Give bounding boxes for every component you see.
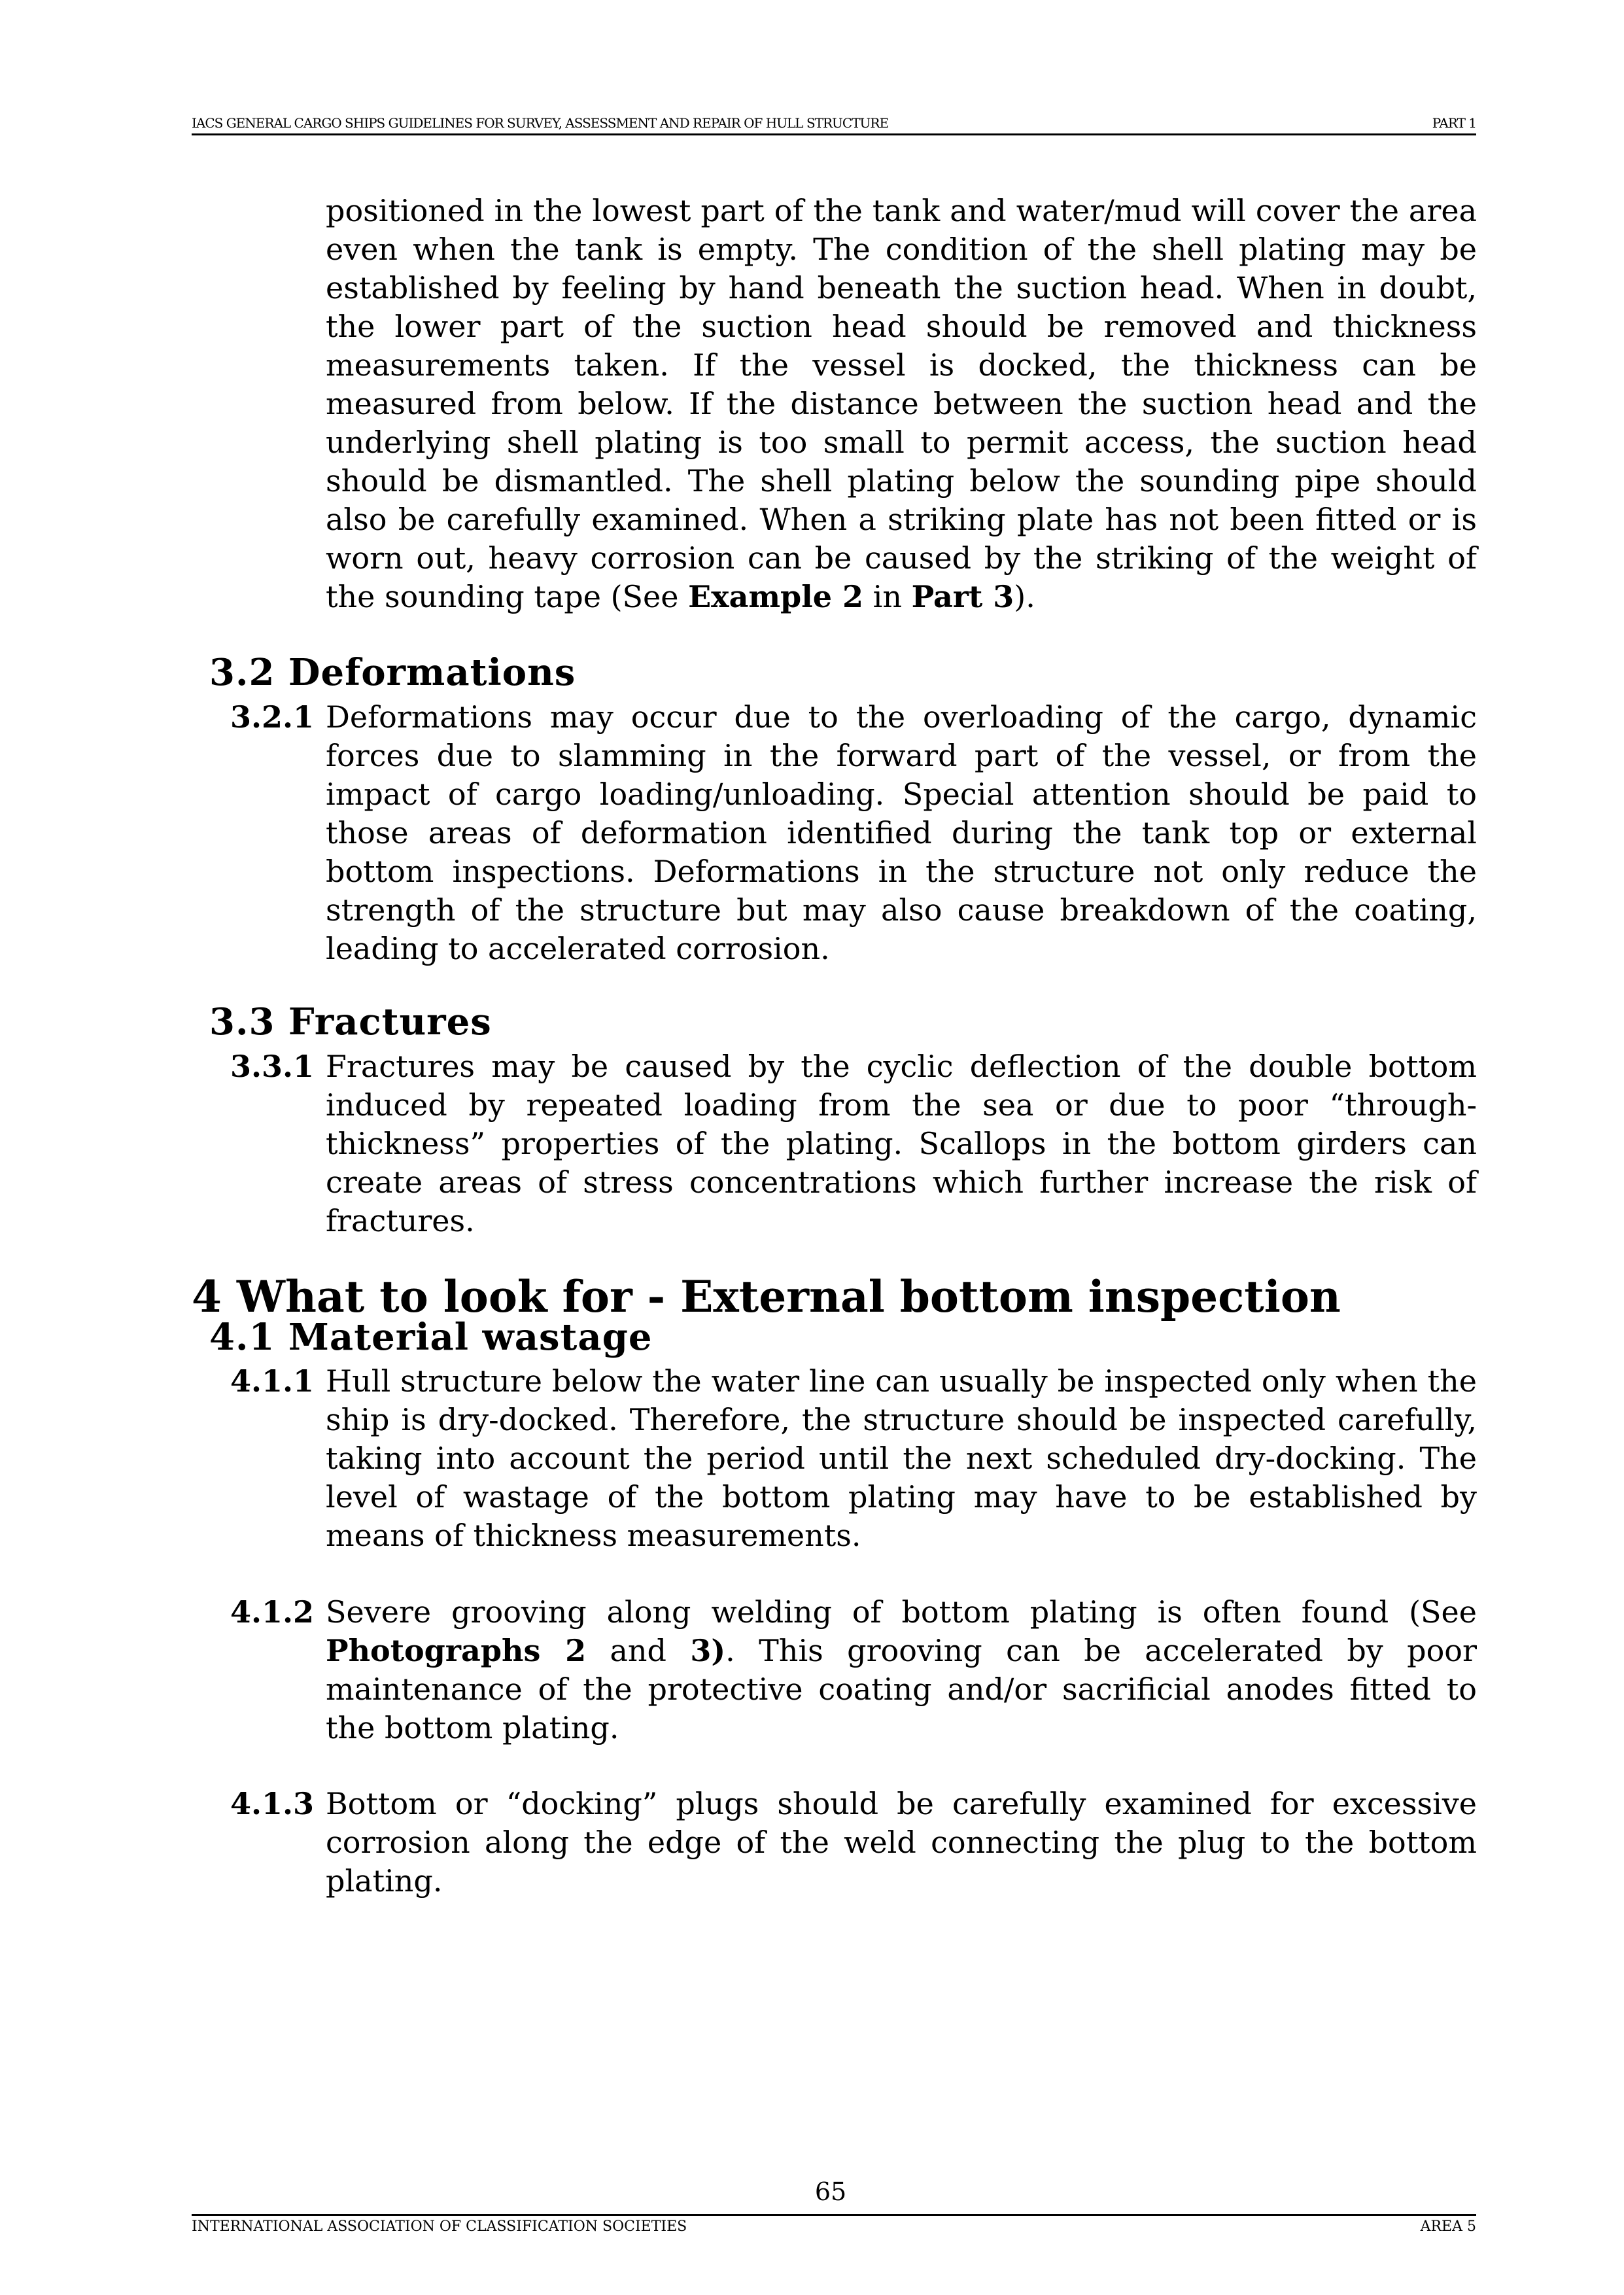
running-footer xyxy=(192,2214,1476,2235)
para-4-1-1: Hull structure below the water line can usually be inspected only when the ship is dry-docked. Therefore, the structure should be inspected carefully, taking into account the period until the next scheduled dry-docking. The level of wastage of the bottom plating may have to be established by means of thickness measurements. xyxy=(326,1363,1477,1553)
page-number: 65 xyxy=(814,2177,847,2206)
para-4-1-2-post: . This grooving can be accelerated by poor maintenance of the protective coating and/or sacrificial anodes fitted to the bottom plating. xyxy=(326,1633,1477,1745)
para-4-1-3: Bottom or “docking” plugs should be carefully examined for excessive corrosion along the edge of the weld connecting the plug to the bottom plating. xyxy=(326,1786,1477,1899)
para-3-3-1: Fractures may be caused by the cyclic deflection of the double bottom induced by repeated loading from the sea or due to poor “through-thickness” properties of the plating. Scallops in the bottom girders can create areas of stress concentrations which further increase the risk of fractures. xyxy=(326,1049,1477,1238)
para-3-2-1: Deformations may occur due to the overloading of the cargo, dynamic forces due to slamming in the forward part of the vessel, or from the impact of cargo loading/unloading. Special attention should be paid to those areas of deformation identified during the tank top or external bottom inspections. Deformations in the structure not only reduce the strength of the structure but may also cause breakdown of the coating, leading to accelerated corrosion. xyxy=(326,699,1477,966)
intro-text: positioned in the lowest part of the tank and water/mud will cover the area even when the tank is empty. The condition of the shell plating may be established by feeling by hand beneath the suction head. When in doubt, the lower part of the suction head should be removed and thickness measurements taken. If the vessel is docked, the thickness can be measured from below. If the distance between the suction head and the underlying shell plating is too small to permit access, the suction head should be dismantled. The shell plating below the sounding pipe should also be carefully examined. When a striking plate has not been fitted or is worn out, heavy corrosion can be caused by the striking of the weight of the sounding tape (See xyxy=(326,193,1477,614)
intro-end: ). xyxy=(1014,579,1035,614)
para-number-4-1-3: 4.1.3 xyxy=(230,1786,315,1821)
header-part: PART 1 xyxy=(1432,115,1476,131)
chapter-heading-4: 4 What to look for - External bottom inspection xyxy=(192,1271,1341,1322)
photographs-ref: Photographs 2 xyxy=(326,1633,587,1668)
section-heading-3-3: 3.3 Fractures xyxy=(209,1000,492,1043)
example-ref: Example 2 xyxy=(688,579,863,614)
section-heading-3-2: 3.2 Deformations xyxy=(209,651,576,694)
para-4-1-2-and: and xyxy=(586,1633,691,1668)
photographs-ref-3: 3) xyxy=(690,1633,726,1668)
para-4-1-2-pre: Severe grooving along welding of bottom plating is often found (See xyxy=(326,1594,1477,1630)
footer-area: AREA 5 xyxy=(1420,2218,1476,2235)
intro-mid: in xyxy=(863,579,912,614)
running-header xyxy=(192,115,1476,135)
para-4-1-2 xyxy=(326,1593,1477,1747)
para-number-3-3-1: 3.3.1 xyxy=(230,1049,315,1084)
section-heading-4-1: 4.1 Material wastage xyxy=(209,1316,653,1359)
header-title: IACS GENERAL CARGO SHIPS GUIDELINES FOR SURVEY, ASSESSMENT AND REPAIR OF HULL STRUCTURE xyxy=(192,115,889,131)
footer-organization: INTERNATIONAL ASSOCIATION OF CLASSIFICATION SOCIETIES xyxy=(192,2218,687,2235)
intro-paragraph xyxy=(326,192,1477,616)
para-number-4-1-2: 4.1.2 xyxy=(230,1594,315,1630)
para-number-3-2-1: 3.2.1 xyxy=(230,699,315,735)
part-ref: Part 3 xyxy=(911,579,1014,614)
para-number-4-1-1: 4.1.1 xyxy=(230,1363,315,1399)
